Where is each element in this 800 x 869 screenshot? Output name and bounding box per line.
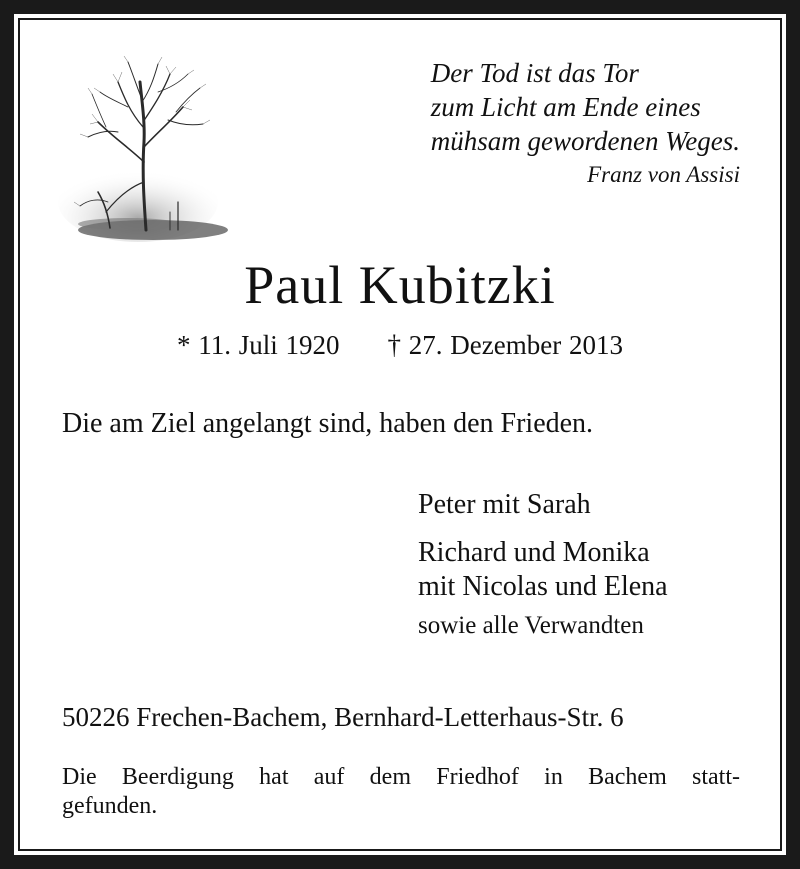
motto-text: Die am Ziel angelangt sind, haben den Frieden.: [62, 408, 594, 439]
mourner-line: Richard und Monika: [418, 537, 650, 568]
mourners-list: [418, 488, 668, 642]
quote-block: [431, 56, 740, 158]
tree-illustration-icon: [58, 52, 228, 252]
quote-line-3: mühsam gewordenen Weges.: [430, 126, 740, 156]
mourner-line: sowie alle Verwandten: [418, 612, 644, 639]
mourner-line: mit Nicolas und Elena: [418, 571, 668, 602]
life-dates: [0, 330, 800, 361]
mourner-line: Peter mit Sarah: [418, 489, 591, 520]
birth-date: * 11. Juli 1920: [177, 330, 340, 360]
funeral-note: [62, 763, 740, 821]
address-text: 50226 Frechen-Bachem, Bernhard-Letterhaus-Str. 6: [62, 702, 624, 732]
quote-author: Franz von Assisi: [587, 162, 740, 187]
funeral-note-line-1: Die Beerdigung hat auf dem Friedhof in Bachem statt-: [62, 764, 740, 790]
quote-line-1: Der Tod ist das Tor: [430, 58, 639, 88]
death-date: † 27. Dezember 2013: [387, 330, 623, 360]
quote-line-2: zum Licht am Ende eines: [430, 92, 701, 122]
deceased-name: Paul Kubitzki: [244, 255, 556, 315]
funeral-note-line-2: gefunden.: [62, 793, 158, 819]
